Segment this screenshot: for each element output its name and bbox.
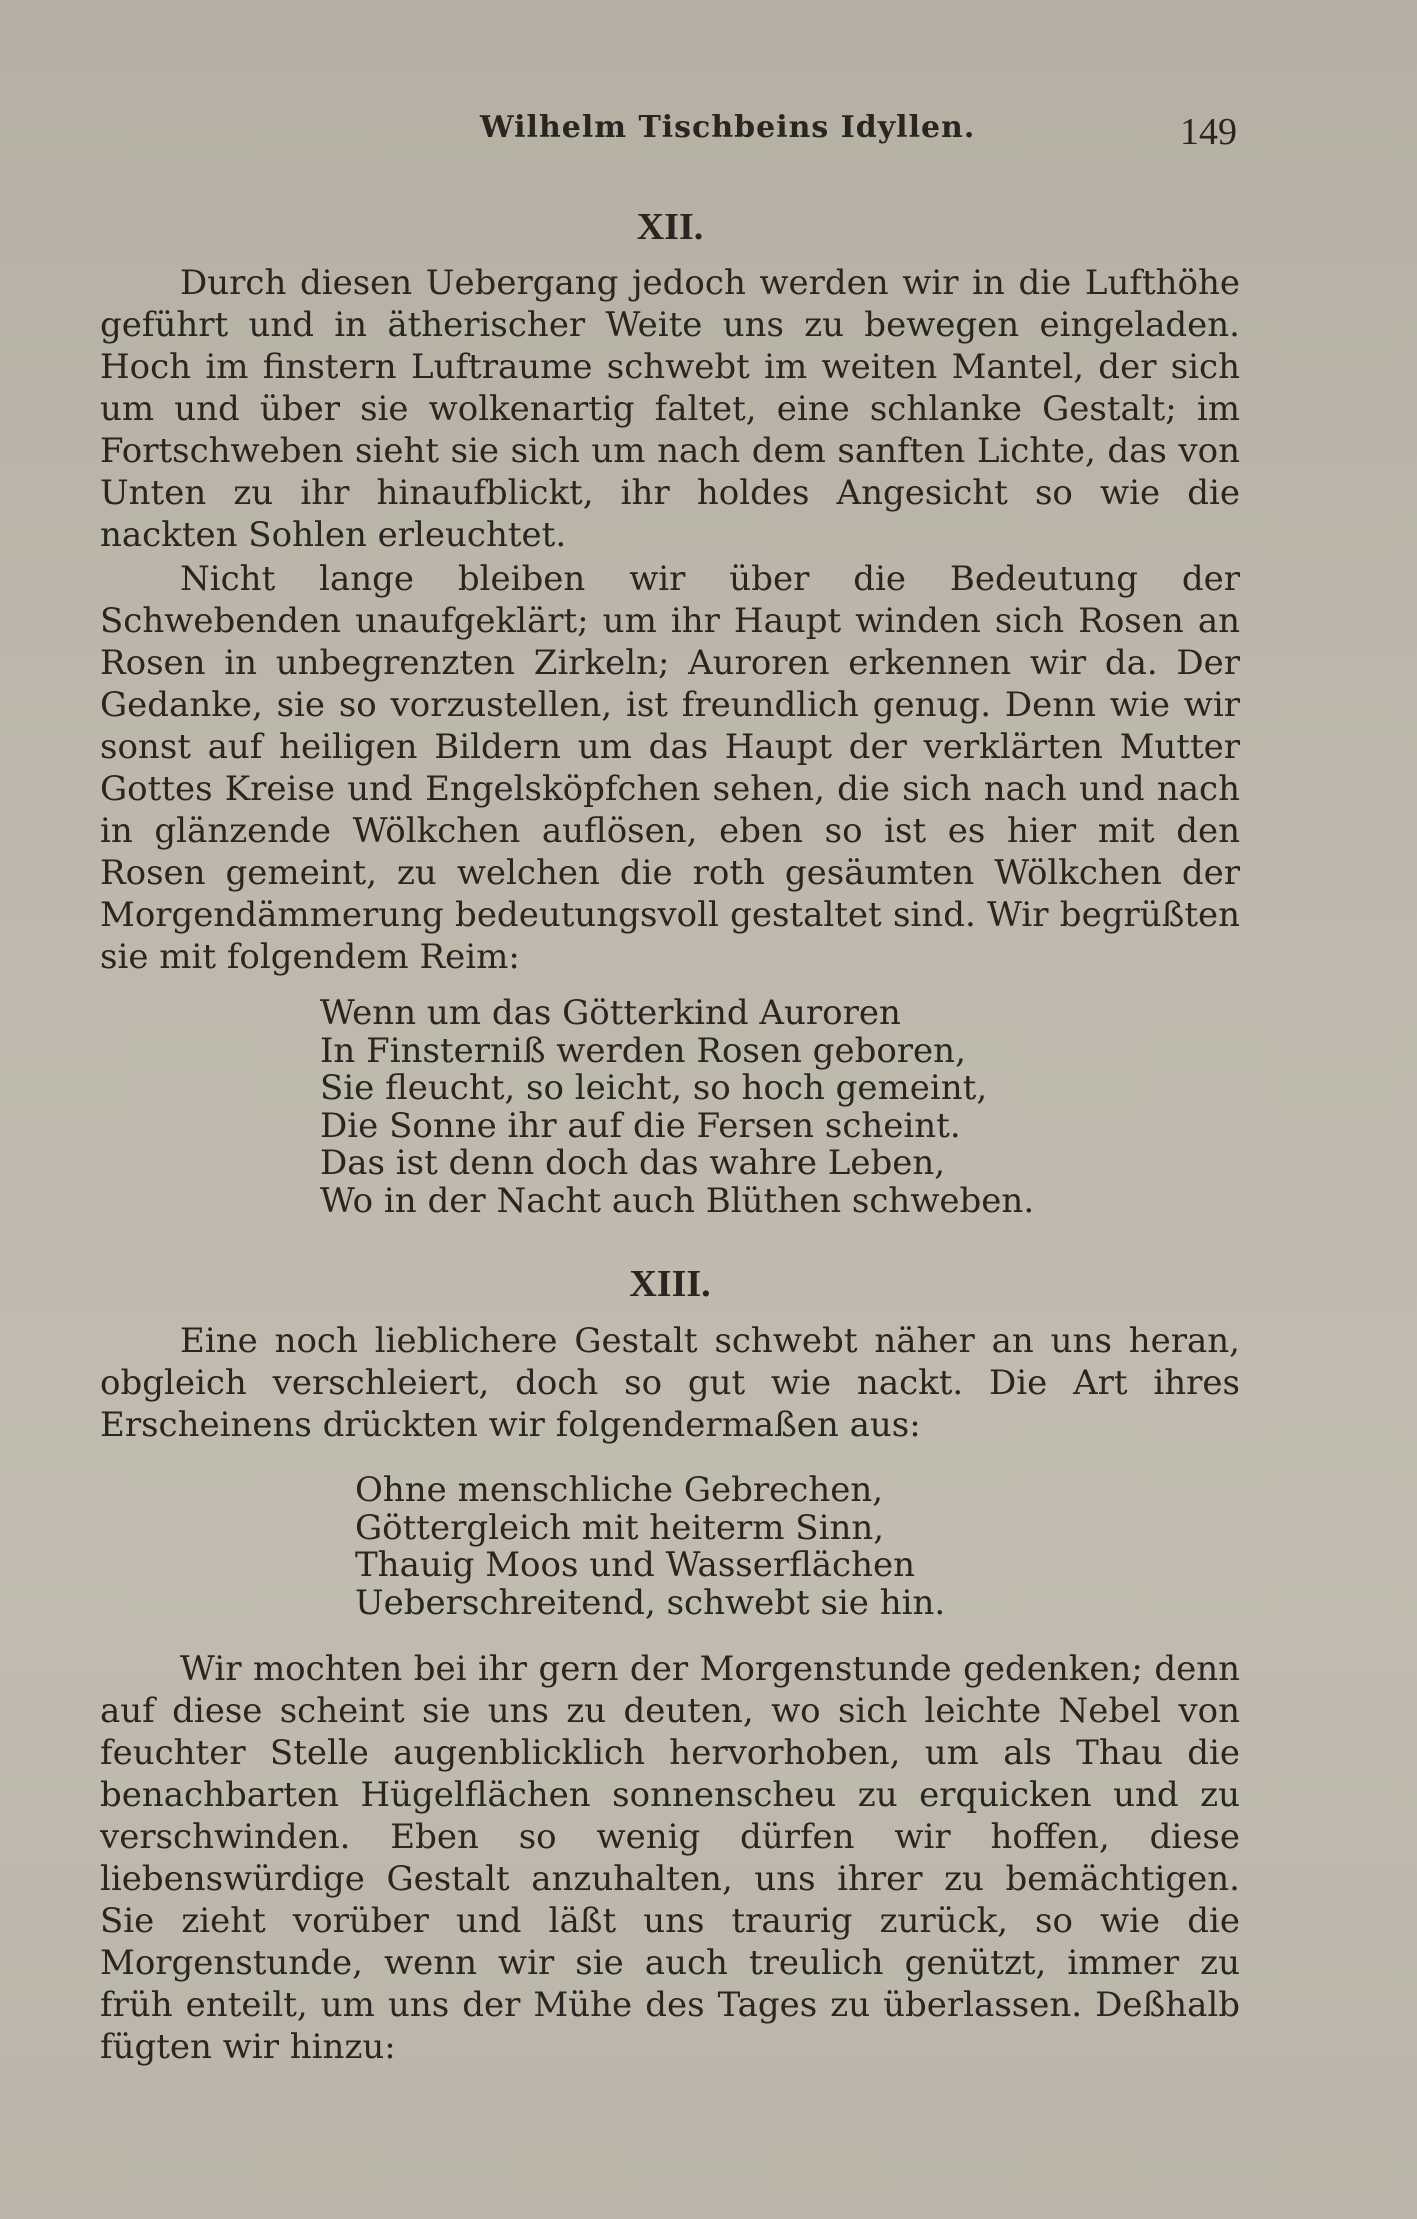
paragraph: Nicht lange bleiben wir über die Bedeutung der Schwebenden unaufgeklärt; um ihr Haupt winden sich Rosen an Rosen in unbegrenzten Zirkeln; Auroren erkennen wir da. Der Gedanke, sie so vorzustellen, ist freundlich genug. Denn wie wir sonst auf heiligen Bildern um das Haupt der verklärten Mutter Gottes Kreise und Engelsköpfchen sehen, die sich nach und nach in glänzende Wölkchen auflösen, eben so ist es hier mit den Rosen gemeint, zu welchen die roth gesäumten Wölkchen der Morgendämmerung bedeutungsvoll gestaltet sind. Wir begrüßten sie mit folgendem Reim: [100,559,1240,977]
section-xii-verse [320,995,1120,1220]
verse-line: In Finsterniß werden Rosen geboren, [320,1030,966,1071]
verse-line: Ueberschreitend, schwebt sie hin. [355,1582,946,1623]
section-xii-paragraph-2 [100,558,1240,978]
verse [320,995,1120,1220]
running-head: Wilhelm Tischbeins Idyllen. [480,110,976,145]
section-xii [100,205,1240,249]
section-xiii-paragraph-2 [100,1648,1240,2068]
paragraph: Durch diesen Uebergang jedoch werden wir in die Lufthöhe geführt und in ätherischer Weite uns zu bewegen eingeladen. Hoch im finstern Luftraume schwebt im weiten Mantel, der sich um und über sie wolkenartig faltet, eine schlanke Gestalt; im Fortschweben sieht sie sich um nach dem sanften Lichte, das von Unten zu ihr hinaufblickt, ihr holdes Angesicht so wie die nackten Sohlen erleuchtet. [100,263,1240,555]
paragraph: Eine noch lieblichere Gestalt schwebt näher an uns heran, obgleich verschleiert, doch so gut wie nackt. Die Art ihres Erscheinens drückten wir folgendermaßen aus: [100,1321,1240,1445]
section-xiii [100,1262,1240,1306]
paragraph: Wir mochten bei ihr gern der Morgenstunde gedenken; denn auf diese scheint sie uns zu deuten, wo sich leichte Nebel von feuchter Stelle augenblicklich hervorhoben, um als Thau die benachbarten Hügelflächen sonnenscheu zu erquicken und zu verschwinden. Eben so wenig dürfen wir hoffen, diese liebenswürdige Gestalt anzuhalten, uns ihrer zu bemächtigen. Sie zieht vorüber und läßt uns traurig zurück, so wie die Morgenstunde, wenn wir sie auch treulich genützt, immer zu früh enteilt, um uns der Mühe des Tages zu überlassen. Deßhalb fügten wir hinzu: [100,1649,1240,2067]
page-header [0,110,1417,160]
section-title: XII. [636,206,704,248]
page-number: 149 [1180,111,1237,153]
verse [355,1472,1155,1622]
verse-line: Die Sonne ihr auf die Fersen scheint. [320,1105,961,1146]
section-xii-paragraph-1 [100,262,1240,556]
verse-line: Wo in der Nacht auch Blüthen schweben. [320,1180,1035,1221]
verse-line: Sie fleucht, so leicht, so hoch gemeint, [320,1068,988,1108]
verse-line: Ohne menschliche Gebrechen, [355,1470,884,1510]
section-xiii-paragraph-1 [100,1320,1240,1446]
verse-line: Thauig Moos und Wasserflächen [355,1545,916,1585]
verse-line: Wenn um das Götterkind Auroren [320,993,901,1033]
section-title: XIII. [629,1263,711,1305]
verse-line: Göttergleich mit heiterm Sinn, [355,1507,885,1548]
verse-line: Das ist denn doch das wahre Leben, [320,1143,946,1183]
section-xiii-verse [355,1472,1155,1622]
